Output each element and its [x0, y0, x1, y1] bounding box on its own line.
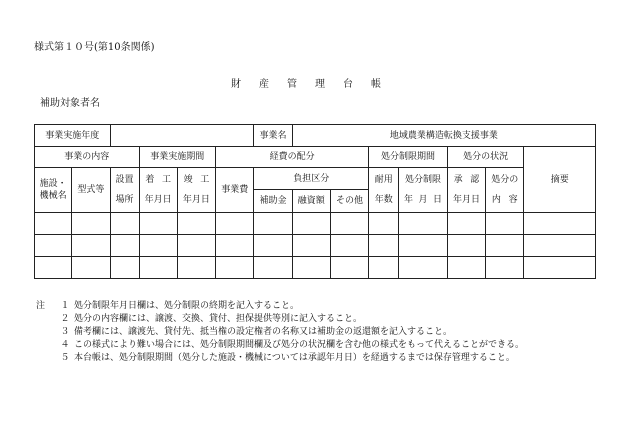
disposal-limit-date-header: 処分制限 年 月 日: [399, 168, 448, 213]
model-header: 型式等: [72, 168, 110, 213]
project-name-label: 事業名: [254, 125, 292, 147]
project-name-value: 地域農業構造転換支援事業: [292, 125, 595, 147]
note-item: ５ 本台帳は、処分制限期間（処分した施設・機械については承認年月日）を経過するまでは保存管理すること。: [60, 353, 515, 363]
fiscal-year-value: [110, 125, 254, 147]
disposal-content-header: 処分の 内 容: [486, 168, 524, 213]
completion-date-header: 竣 工 年月日: [177, 168, 215, 213]
approval-date-header: 承 認 年月日: [447, 168, 485, 213]
note-item: ４ この様式により難い場合には、処分制限期間欄及び処分の状況欄を含む他の様式をもって代えることができる。: [60, 340, 525, 350]
loan-header: 融資額: [292, 190, 330, 213]
table-row: [35, 168, 596, 190]
table-row: [35, 235, 596, 257]
document-title: 財産管理台帳: [231, 79, 399, 90]
useful-life-header: 耐用 年数: [369, 168, 399, 213]
notes-section: [36, 300, 606, 365]
project-cost-header: 事業費: [216, 168, 254, 213]
table-row: [35, 125, 596, 147]
project-content-header: 事業の内容: [35, 147, 140, 168]
note-item: ３ 備考欄には、譲渡先、貸付先、抵当権の設定権者の名称又は補助金の返還額を記入すること。: [60, 327, 453, 337]
asset-ledger-table: [34, 124, 596, 279]
fiscal-year-label: 事業実施年度: [35, 125, 111, 147]
disposal-status-header: 処分の状況: [447, 147, 524, 168]
disposal-period-header: 処分制限期間: [369, 147, 448, 168]
project-period-header: 事業実施期間: [139, 147, 216, 168]
subsidy-header: 補助金: [254, 190, 292, 213]
cost-allocation-header: 経費の配分: [216, 147, 369, 168]
remarks-header: 摘要: [524, 147, 596, 213]
table-row: [35, 213, 596, 235]
recipient-label: 補助対象者名: [40, 98, 100, 109]
notes-prefix: 注: [36, 301, 46, 311]
burden-division-header: 負担区分: [254, 168, 369, 190]
table-row: [35, 147, 596, 168]
form-number: 様式第１０号(第10条関係): [34, 42, 155, 53]
location-header: 設置 場所: [110, 168, 139, 213]
other-header: その他: [330, 190, 368, 213]
note-item: ２ 処分の内容欄には、譲渡、交換、貸付、担保提供等別に記入すること。: [60, 314, 363, 324]
facility-name-header: 施設・ 機械名: [35, 168, 72, 213]
table-row: [35, 257, 596, 279]
note-item: 注 １ 処分制限年月日欄は、処分制限の終期を記入すること。: [36, 301, 300, 311]
start-date-header: 着 工 年月日: [139, 168, 177, 213]
